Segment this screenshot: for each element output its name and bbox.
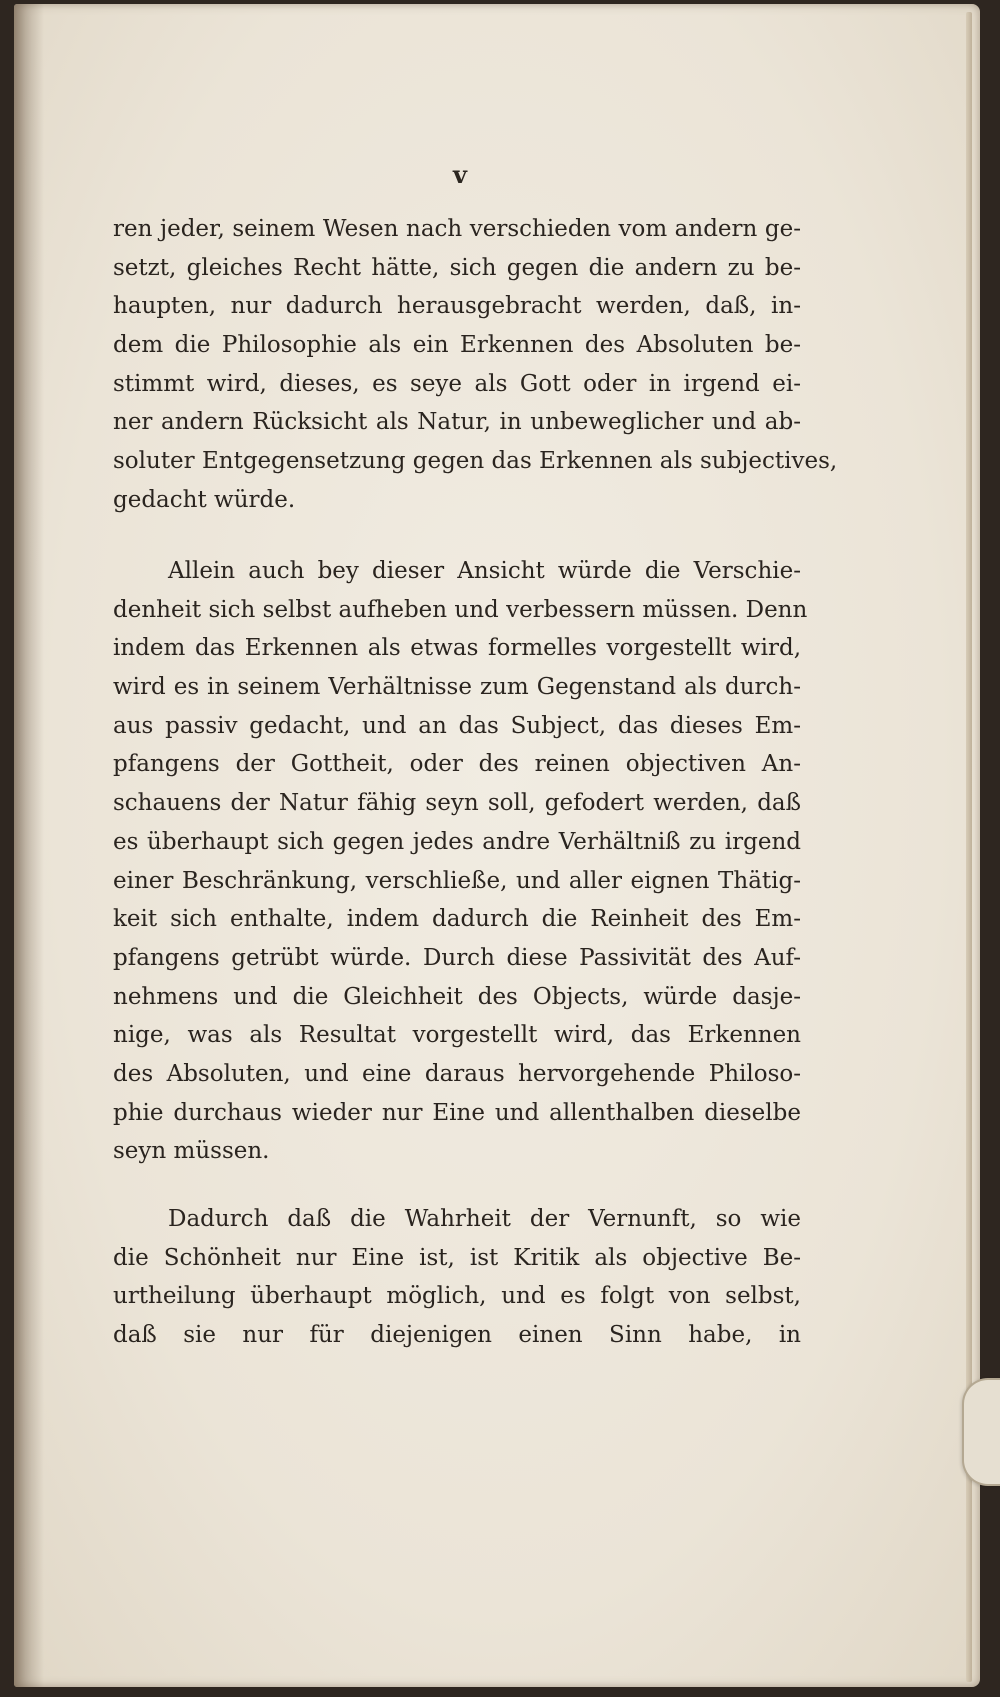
page-number: v bbox=[453, 160, 467, 189]
paragraph bbox=[113, 210, 838, 520]
text-line: ner andern Rücksicht als Natur, in unbeweglicher und ab- bbox=[113, 409, 801, 436]
page-tab-marker bbox=[962, 1378, 1000, 1486]
page-gutter-shadow bbox=[14, 4, 44, 1687]
text-line: pfangens getrübt würde. Durch diese Passivität des Auf- bbox=[113, 944, 801, 971]
text-line: des Absoluten, und eine daraus hervorgehende Philoso- bbox=[113, 1060, 801, 1087]
text-line: einer Beschränkung, verschließe, und aller eignen Thätig- bbox=[113, 867, 801, 894]
text-line: keit sich enthalte, indem dadurch die Reinheit des Em- bbox=[113, 906, 801, 933]
text-line: nige, was als Resultat vorgestellt wird, das Erkennen bbox=[113, 1022, 801, 1049]
text-line: stimmt wird, dieses, es seye als Gott oder in irgend ei- bbox=[113, 370, 801, 397]
text-line: nehmens und die Gleichheit des Objects, würde dasje- bbox=[113, 983, 801, 1010]
text-line: es überhaupt sich gegen jedes andre Verhältniß zu irgend bbox=[113, 828, 801, 855]
text-line: gedacht würde. bbox=[113, 486, 296, 513]
text-line: indem das Erkennen als etwas formelles vorgestellt wird, bbox=[113, 635, 801, 662]
text-line: Allein auch bey dieser Ansicht würde die Verschie- bbox=[168, 558, 801, 584]
text-line: ren jeder, seinem Wesen nach verschieden vom andern ge- bbox=[113, 216, 801, 242]
text-line: aus passiv gedacht, und an das Subject, das dieses Em- bbox=[113, 712, 801, 739]
text-line: die Schönheit nur Eine ist, ist Kritik als objective Be- bbox=[113, 1244, 801, 1271]
text-line: Dadurch daß die Wahrheit der Vernunft, so wie bbox=[168, 1206, 801, 1232]
text-line: schauens der Natur fähig seyn soll, gefodert werden, daß bbox=[113, 790, 801, 817]
text-line: phie durchaus wieder nur Eine und allenthalben dieselbe bbox=[113, 1099, 801, 1126]
text-line: wird es in seinem Verhältnisse zum Gegenstand als durch- bbox=[113, 674, 801, 701]
text-line: pfangens der Gottheit, oder des reinen objectiven An- bbox=[113, 751, 801, 778]
text-line: urtheilung überhaupt möglich, und es folgt von selbst, bbox=[113, 1283, 801, 1310]
paragraph bbox=[113, 552, 808, 1171]
text-line: dem die Philosophie als ein Erkennen des Absoluten be- bbox=[113, 332, 801, 359]
text-line: seyn müssen. bbox=[113, 1138, 270, 1165]
text-line: soluter Entgegensetzung gegen das Erkennen als subjectives, bbox=[113, 448, 838, 475]
text-line: setzt, gleiches Recht hätte, sich gegen die andern zu be- bbox=[113, 254, 801, 281]
text-line: daß sie nur für diejenigen einen Sinn habe, in bbox=[113, 1322, 801, 1349]
paragraph bbox=[113, 1200, 801, 1355]
text-line: haupten, nur dadurch herausgebracht werden, daß, in- bbox=[113, 293, 801, 320]
text-line: denheit sich selbst aufheben und verbessern müssen. Denn bbox=[113, 596, 808, 623]
